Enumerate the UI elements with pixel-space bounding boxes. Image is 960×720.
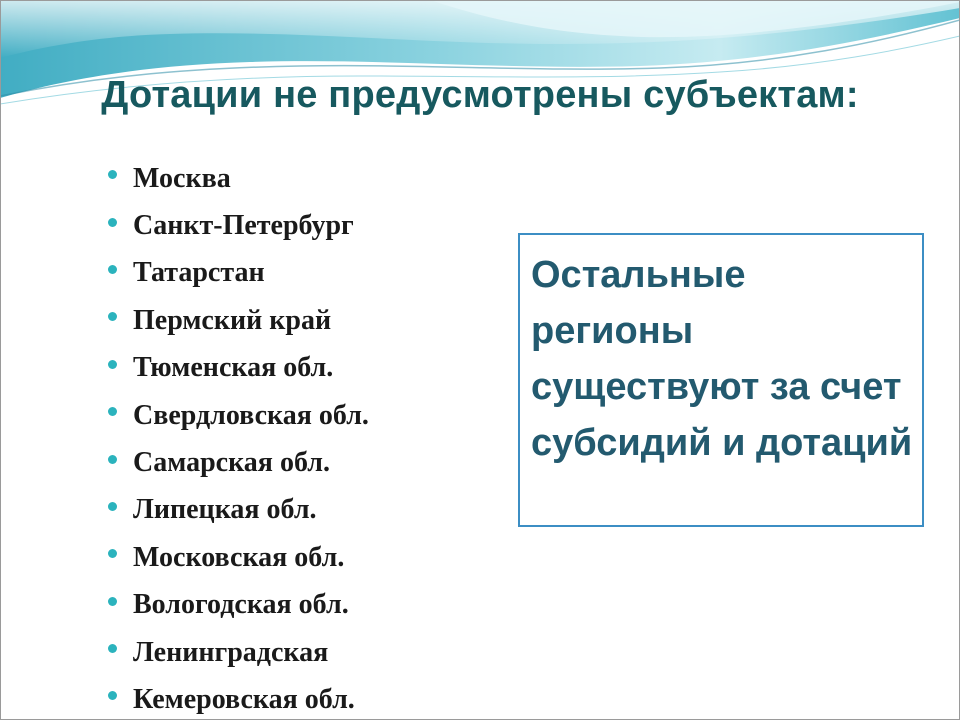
bullet-dot-icon (108, 170, 117, 179)
list-item (108, 155, 369, 202)
list-item (108, 202, 369, 249)
list-item (108, 582, 369, 629)
list-item (108, 250, 369, 297)
note-box (518, 233, 924, 527)
bullet-dot-icon (108, 691, 117, 700)
bullet-dot-icon (108, 502, 117, 511)
region-label: Свердловская обл. (133, 399, 369, 431)
region-label: Московская обл. (133, 541, 345, 573)
bullet-dot-icon (108, 597, 117, 606)
region-label: Липецкая обл. (133, 494, 317, 526)
region-list (108, 155, 369, 720)
list-item (108, 676, 369, 720)
bullet-dot-icon (108, 407, 117, 416)
region-label: Москва (133, 162, 231, 194)
bullet-dot-icon (108, 455, 117, 464)
region-label: Ленинградская (133, 636, 329, 668)
list-item (108, 297, 369, 344)
list-item (108, 392, 369, 439)
bullet-dot-icon (108, 218, 117, 227)
region-label: Тюменская обл. (133, 352, 334, 384)
list-item (108, 534, 369, 581)
region-label: Татарстан (133, 257, 265, 289)
bullet-dot-icon (108, 265, 117, 274)
region-label: Самарская обл. (133, 447, 330, 479)
list-item (108, 629, 369, 676)
list-item (108, 487, 369, 534)
region-label: Санкт-Петербург (133, 210, 354, 242)
region-label: Кемеровская обл. (133, 683, 355, 715)
list-item (108, 439, 369, 486)
bullet-dot-icon (108, 644, 117, 653)
bullet-dot-icon (108, 312, 117, 321)
region-label: Вологодская обл. (133, 589, 349, 621)
slide-title: Дотации не предусмотрены субъектам: (101, 74, 859, 116)
note-text: Остальные регионы существуют за счет субсидий и дотаций (531, 254, 913, 464)
bullet-dot-icon (108, 360, 117, 369)
region-label: Пермский край (133, 304, 332, 336)
bullet-dot-icon (108, 549, 117, 558)
list-item (108, 345, 369, 392)
